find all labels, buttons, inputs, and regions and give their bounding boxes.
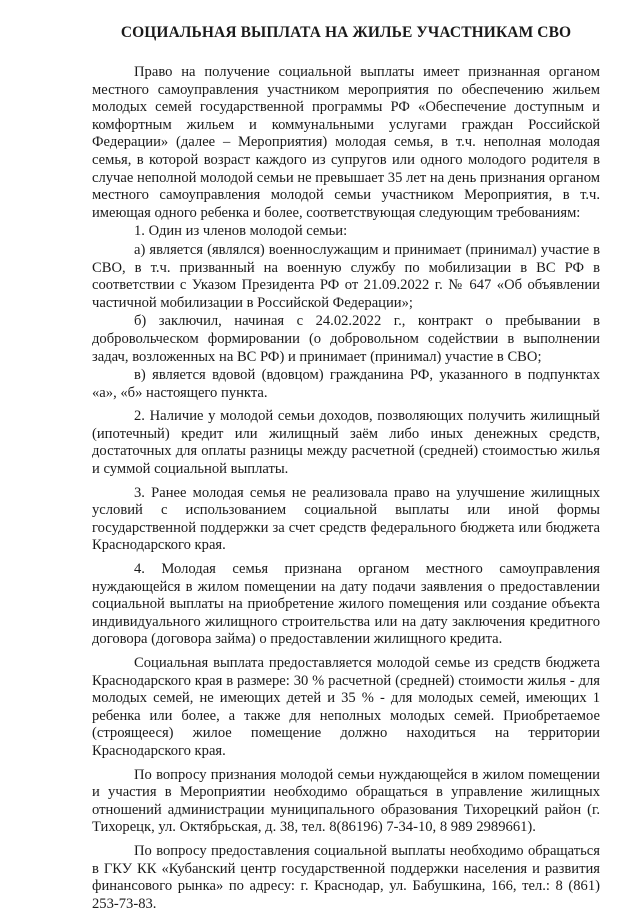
paragraph-subitem-b: б) заключил, начиная с 24.02.2022 г., контракт о пребывании в добровольческом формировании (о добровольном содействии в выполнении задач, возложенных на ВС РФ) и принимает (принимал) участие в СВО;: [92, 313, 600, 365]
paragraph-requirement-3: 3. Ранее молодая семья не реализовала право на улучшение жилищных условий с использованием социальной выплаты или иной формы государственной поддержки за счет средств федерального бюджета или бюджета Краснодарского края.: [92, 484, 600, 554]
paragraph-requirement-1: 1. Один из членов молодой семьи:: [134, 223, 348, 240]
paragraph-eligibility: Право на получение социальной выплаты имеет признанная органом местного самоуправления участником мероприятия по обеспечению жильем молодых семей государственной программы РФ «Обеспечение доступным и комфортным жильем и коммунальными услугами граждан Российской Федерации» (далее – Мероприятия) молодая семья, в т.ч. неполная молодая семья, в которой возраст каждого из супругов или одного молодого родителя в случае неполной молодой семьи не превышает 35 лет на день признания органом местного самоуправления молодой семьи участником Мероприятия, в т.ч. имеющая одного ребенка и более, соответствующая следующим требованиям:: [92, 64, 600, 221]
paragraph-contact-housing: По вопросу признания молодой семьи нуждающейся в жилом помещении и участия в Мероприятии необходимо обращаться в управление жилищных отношений администрации муниципального образования Тихорецкий район (г. Тихорецк, ул. Октябрьская, д. 38, тел. 8(86196) 7-34-10, 8 989 2989661).: [92, 766, 600, 836]
paragraph-subitem-c: в) является вдовой (вдовцом) гражданина РФ, указанного в подпунктах «а», «б» настоящего пункта.: [92, 367, 600, 401]
paragraph-requirement-2: 2. Наличие у молодой семьи доходов, позволяющих получить жилищный (ипотечный) кредит или жилищный заём либо иных денежных средств, достаточных для оплаты разницы между расчетной (средней) стоимостью жилья и суммой социальной выплаты.: [92, 408, 600, 478]
document-page: [92, 24, 600, 913]
document-title: СОЦИАЛЬНАЯ ВЫПЛАТА НА ЖИЛЬЕ УЧАСТНИКАМ СВО: [120, 24, 572, 41]
paragraph-contact-gku: По вопросу предоставления социальной выплаты необходимо обращаться в ГКУ КК «Кубанский центр государственной поддержки населения и развития финансового рынка» по адресу: г. Краснодар, ул. Бабушкина, 166, тел.: 8 (861) 253-73-83.: [92, 842, 600, 912]
paragraph-subitem-a: а) является (являлся) военнослужащим и принимает (принимал) участие в СВО, в т.ч. призванный на военную службу по мобилизации в ВС РФ в соответствии с Указом Президента РФ от 21.09.2022 г. № 647 «Об объявлении частичной мобилизации в Российской Федерации»;: [92, 241, 600, 311]
paragraph-requirement-4: 4. Молодая семья признана органом местного самоуправления нуждающейся в жилом помещении на дату подачи заявления о предоставлении социальной выплаты на приобретение жилого помещения или создание объекта индивидуального жилищного строительства или на дату заключения кредитного договора (договора займа) о предоставлении жилищного кредита.: [92, 561, 600, 648]
paragraph-payment-size: Социальная выплата предоставляется молодой семье из средств бюджета Краснодарского края в размере: 30 % расчетной (средней) стоимости жилья - для молодых семей, не имеющих детей и 35 % - для молодых семей, имеющих 1 ребенка или более, а также для неполных молодых семей. Приобретаемое (строящееся) жилое помещение должно находиться на территории Краснодарского края.: [92, 655, 600, 759]
